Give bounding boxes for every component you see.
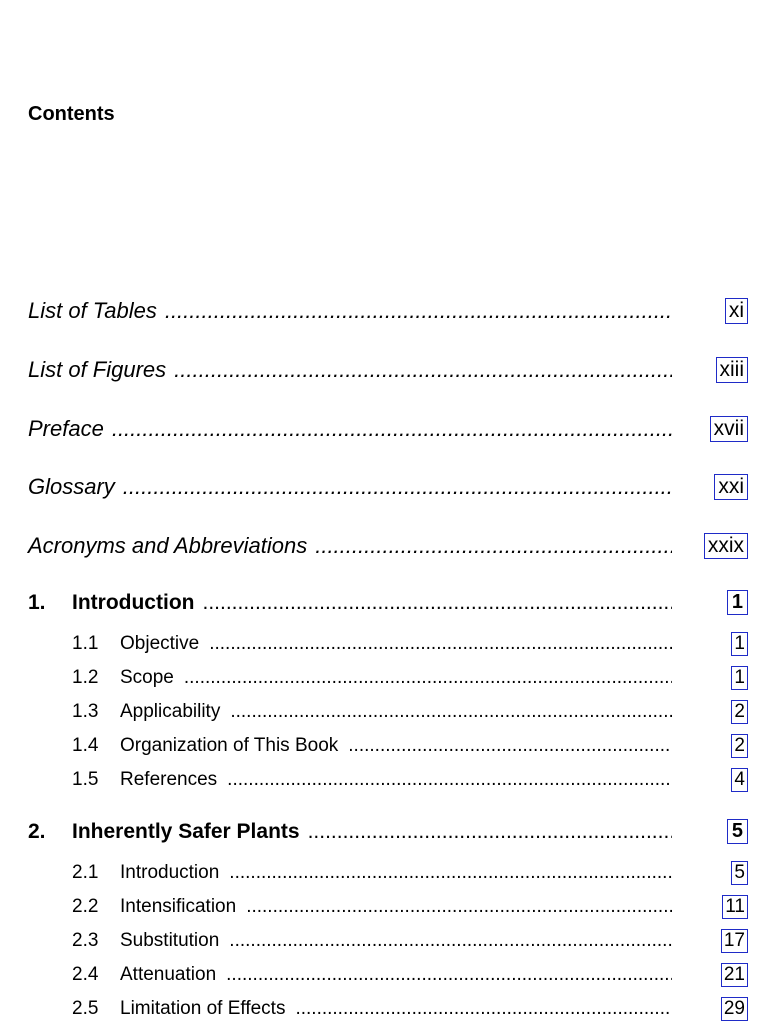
section-number: 1.1 (72, 632, 99, 654)
section-title: Intensification (120, 895, 237, 917)
section-title: Substitution (120, 929, 220, 951)
page-link[interactable]: 2 (731, 700, 748, 724)
section-number: 1.5 (72, 768, 99, 790)
toc-section-2-1 (28, 861, 748, 885)
section-number: 1.4 (72, 734, 99, 756)
toc-entry-list-of-figures (28, 356, 748, 383)
dot-leader (230, 701, 672, 723)
dot-leader (112, 416, 672, 442)
toc-entry-label: Acronyms and Abbreviations (28, 532, 308, 558)
page-link[interactable]: 1 (731, 632, 748, 656)
page-link[interactable]: xxi (714, 474, 748, 500)
page-link[interactable]: 29 (721, 997, 748, 1021)
toc-section-1-3 (28, 700, 748, 724)
section-number: 2.1 (72, 861, 99, 883)
section-number: 1.3 (72, 700, 99, 722)
toc-entry-label: List of Tables (28, 297, 157, 323)
toc-entry-label: Glossary (28, 473, 115, 499)
page-title: Contents (28, 103, 115, 125)
section-number: 2.4 (72, 963, 99, 985)
toc-entry-acronyms (28, 532, 748, 559)
toc-section-2-2 (28, 895, 748, 919)
page-link[interactable]: xiii (716, 357, 749, 383)
page-link[interactable]: 4 (731, 768, 748, 792)
toc-entry-label: List of Figures (28, 356, 167, 382)
page-link[interactable]: 21 (721, 963, 748, 987)
page-link[interactable]: xi (725, 298, 748, 324)
page-link[interactable]: 1 (727, 590, 748, 615)
dot-leader (184, 667, 672, 689)
section-title: Introduction (120, 861, 220, 883)
dot-leader (246, 896, 672, 918)
dot-leader (202, 591, 672, 615)
dot-leader (226, 964, 672, 986)
dot-leader (308, 820, 672, 844)
toc-entry-glossary (28, 473, 748, 500)
toc-section-2-3 (28, 929, 748, 953)
page-link[interactable]: xxix (704, 533, 748, 559)
dot-leader (229, 862, 672, 884)
dot-leader (348, 735, 672, 757)
toc-section-1-5 (28, 768, 748, 792)
page-link[interactable]: 2 (731, 734, 748, 758)
toc-entry-preface (28, 415, 748, 442)
section-title: Limitation of Effects (120, 997, 286, 1019)
toc-entry-label: Preface (28, 415, 104, 441)
toc-section-2-4 (28, 963, 748, 987)
dot-leader (229, 930, 672, 952)
page-link[interactable]: 11 (722, 895, 748, 919)
chapter-number: 2. (28, 819, 46, 843)
page-link[interactable]: 5 (731, 861, 748, 885)
chapter-number: 1. (28, 590, 46, 614)
page-link[interactable]: 17 (721, 929, 748, 953)
dot-leader (209, 633, 672, 655)
chapter-title: Inherently Safer Plants (72, 819, 300, 843)
section-title: Attenuation (120, 963, 217, 985)
section-title: Applicability (120, 700, 221, 722)
toc-section-2-5 (28, 997, 748, 1021)
section-number: 1.2 (72, 666, 99, 688)
dot-leader (315, 533, 672, 559)
chapter-title: Introduction (72, 590, 195, 614)
section-number: 2.2 (72, 895, 99, 917)
section-title: Organization of This Book (120, 734, 339, 756)
page-link[interactable]: xvii (710, 416, 748, 442)
page-link[interactable]: 1 (731, 666, 748, 690)
toc-section-1-1 (28, 632, 748, 656)
page-link[interactable]: 5 (727, 819, 748, 844)
toc-chapter-2 (28, 819, 748, 844)
toc-section-1-2 (28, 666, 748, 690)
toc-section-1-4 (28, 734, 748, 758)
dot-leader (227, 769, 672, 791)
dot-leader (123, 474, 672, 500)
section-title: References (120, 768, 218, 790)
section-number: 2.3 (72, 929, 99, 951)
toc-entry-list-of-tables (28, 297, 748, 324)
section-title: Objective (120, 632, 200, 654)
dot-leader (295, 998, 672, 1020)
dot-leader (165, 298, 672, 324)
section-title: Scope (120, 666, 174, 688)
section-number: 2.5 (72, 997, 99, 1019)
toc-chapter-1 (28, 590, 748, 615)
dot-leader (174, 357, 672, 383)
